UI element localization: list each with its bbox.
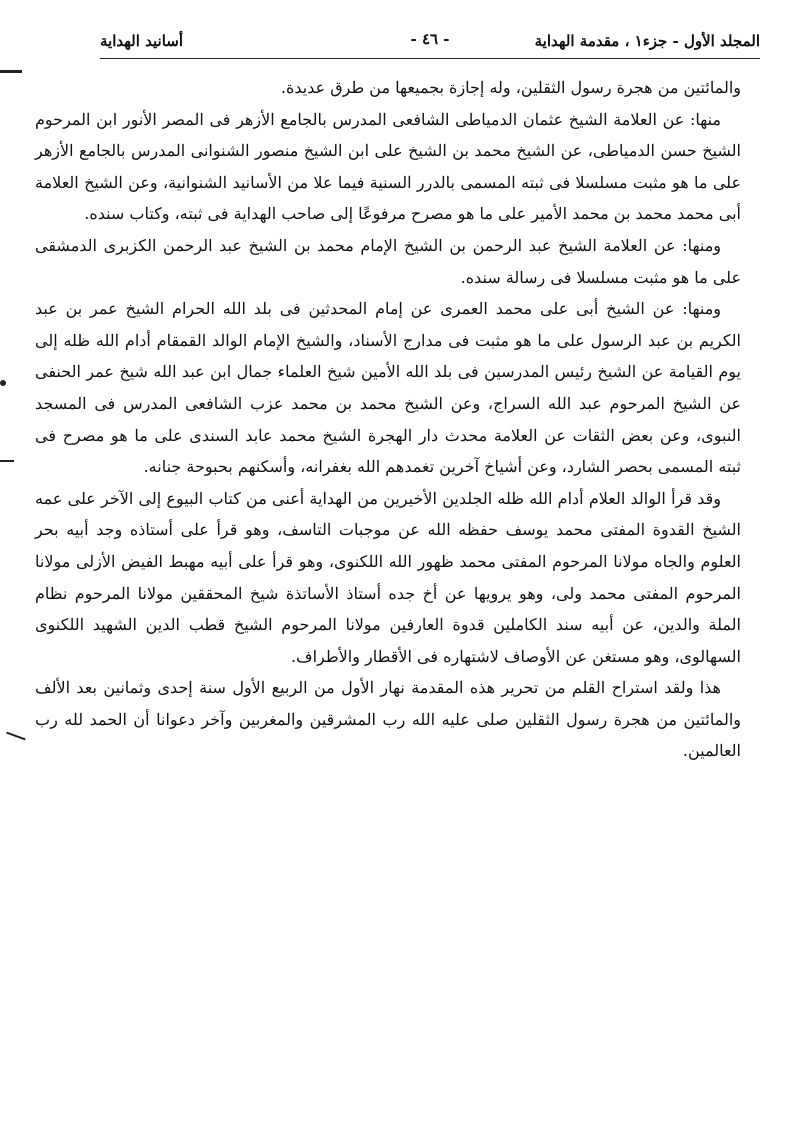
paragraph: ومنها: عن الشيخ أبى على محمد العمرى عن إمام المحدثين فى بلد الله الحرام الشيخ عمر بن عبد الكريم بن عبد الرسول على ما هو مثبت فى مدارج الأسناد، والشيخ الإمام الوالد القمقام أدام الله ظله إلى يوم القيامة عن الشيخ رئيس المدرسين فى بلد الله الأمين شيخ العلماء جمال ابن عبد الله شيخ عمر الحنفى عن الشيخ المرحوم عبد الله السراج، وعن الشيخ محمد بن محمد عزب الشافعى المدرس فى المسجد النبوى، وعن بعض الثقات عن العلامة محدث دار الهجرة الشيخ محمد عابد السندى على ما هو مصرح فى ثبته المسمى بحصر الشارد، وعن أشياخ آخرين تغمدهم الله بغفرانه، وأسكنهم بحبوحة جنانه. <box>35 299 742 477</box>
margin-scan-mark <box>0 70 22 73</box>
page-header <box>100 26 760 60</box>
paragraph: ومنها: عن العلامة الشيخ عبد الرحمن بن الشيخ الإمام محمد بن الشيخ عبد الرحمن الكزبرى الدمشقى على ما هو مثبت مسلسلا فى رسالة سنده. <box>35 235 741 287</box>
margin-scan-mark <box>6 732 25 740</box>
margin-scan-mark <box>0 380 6 386</box>
body-text <box>35 72 741 767</box>
header-section-title: أسانيد الهداية <box>100 32 184 50</box>
paragraph: هذا ولقد استراح القلم من تحرير هذه المقدمة نهار الأول من الربيع الأول سنة إحدى وثمانين بعد الألف والمائتين من هجرة رسول الثقلين صلى عليه الله رب المشرقين والمغربين وآخر دعوانا أن الحمد لله رب العالمين. <box>35 678 741 761</box>
header-rule <box>100 58 760 59</box>
paragraph: والمائتين من هجرة رسول الثقلين، وله إجازة بجميعها من طرق عديدة. <box>280 78 741 97</box>
page-number: - ٤٦ - <box>410 30 450 48</box>
header-volume-title: المجلد الأول - جزء۱ ، مقدمة الهداية <box>534 32 760 50</box>
paragraph: وقد قرأ الوالد العلام أدام الله ظله الجلدين الأخيرين من الهداية أعنى من كتاب البيوع إلى الآخر على عمه الشيخ القدوة المفتى محمد يوسف حفظه الله عن موجبات التاسف، وهو قرأ على أستاذه وجد أبيه بحر العلوم والجاه مولانا المرحوم المفتى محمد ظهور الله اللكنوى، وهو قرأ على أبيه مهبط الفيض الأزلى مولانا المرحوم المفتى محمد ولى، وهو يرويها عن أخ جده أستاذ الأساتذة شيخ المحققين مولانا المرحوم نظام الملة والدين، عن أبيه سند الكاملين قدوة العارفين مولانا المرحوم الشيخ قطب الدين الشهيد اللكنوى السهالوى، وهو مستغن عن الأوصاف لاشتهاره فى الأقطار والأطراف. <box>35 488 741 666</box>
paragraph: منها: عن العلامة الشيخ عثمان الدمياطى الشافعى المدرس بالجامع الأزهر فى المصر الأنور ابن المرحوم الشيخ حسن الدمياطى، عن الشيخ محمد بن الشيخ على ابن الشيخ منصور الشنوانى المدرس بالجامع الأزهر على ما هو مثبت مسلسلا فى ثبته المسمى بالدرر السنية فيما علا من الأسانيد الشنوانية، وعن الشيخ العلامة أبى محمد محمد بن محمد الأمير على ما هو مصرح مرفوعًا إلى صاحب الهداية فى ثبته، وكتاب سنده. <box>35 109 741 224</box>
margin-scan-mark <box>0 460 14 462</box>
